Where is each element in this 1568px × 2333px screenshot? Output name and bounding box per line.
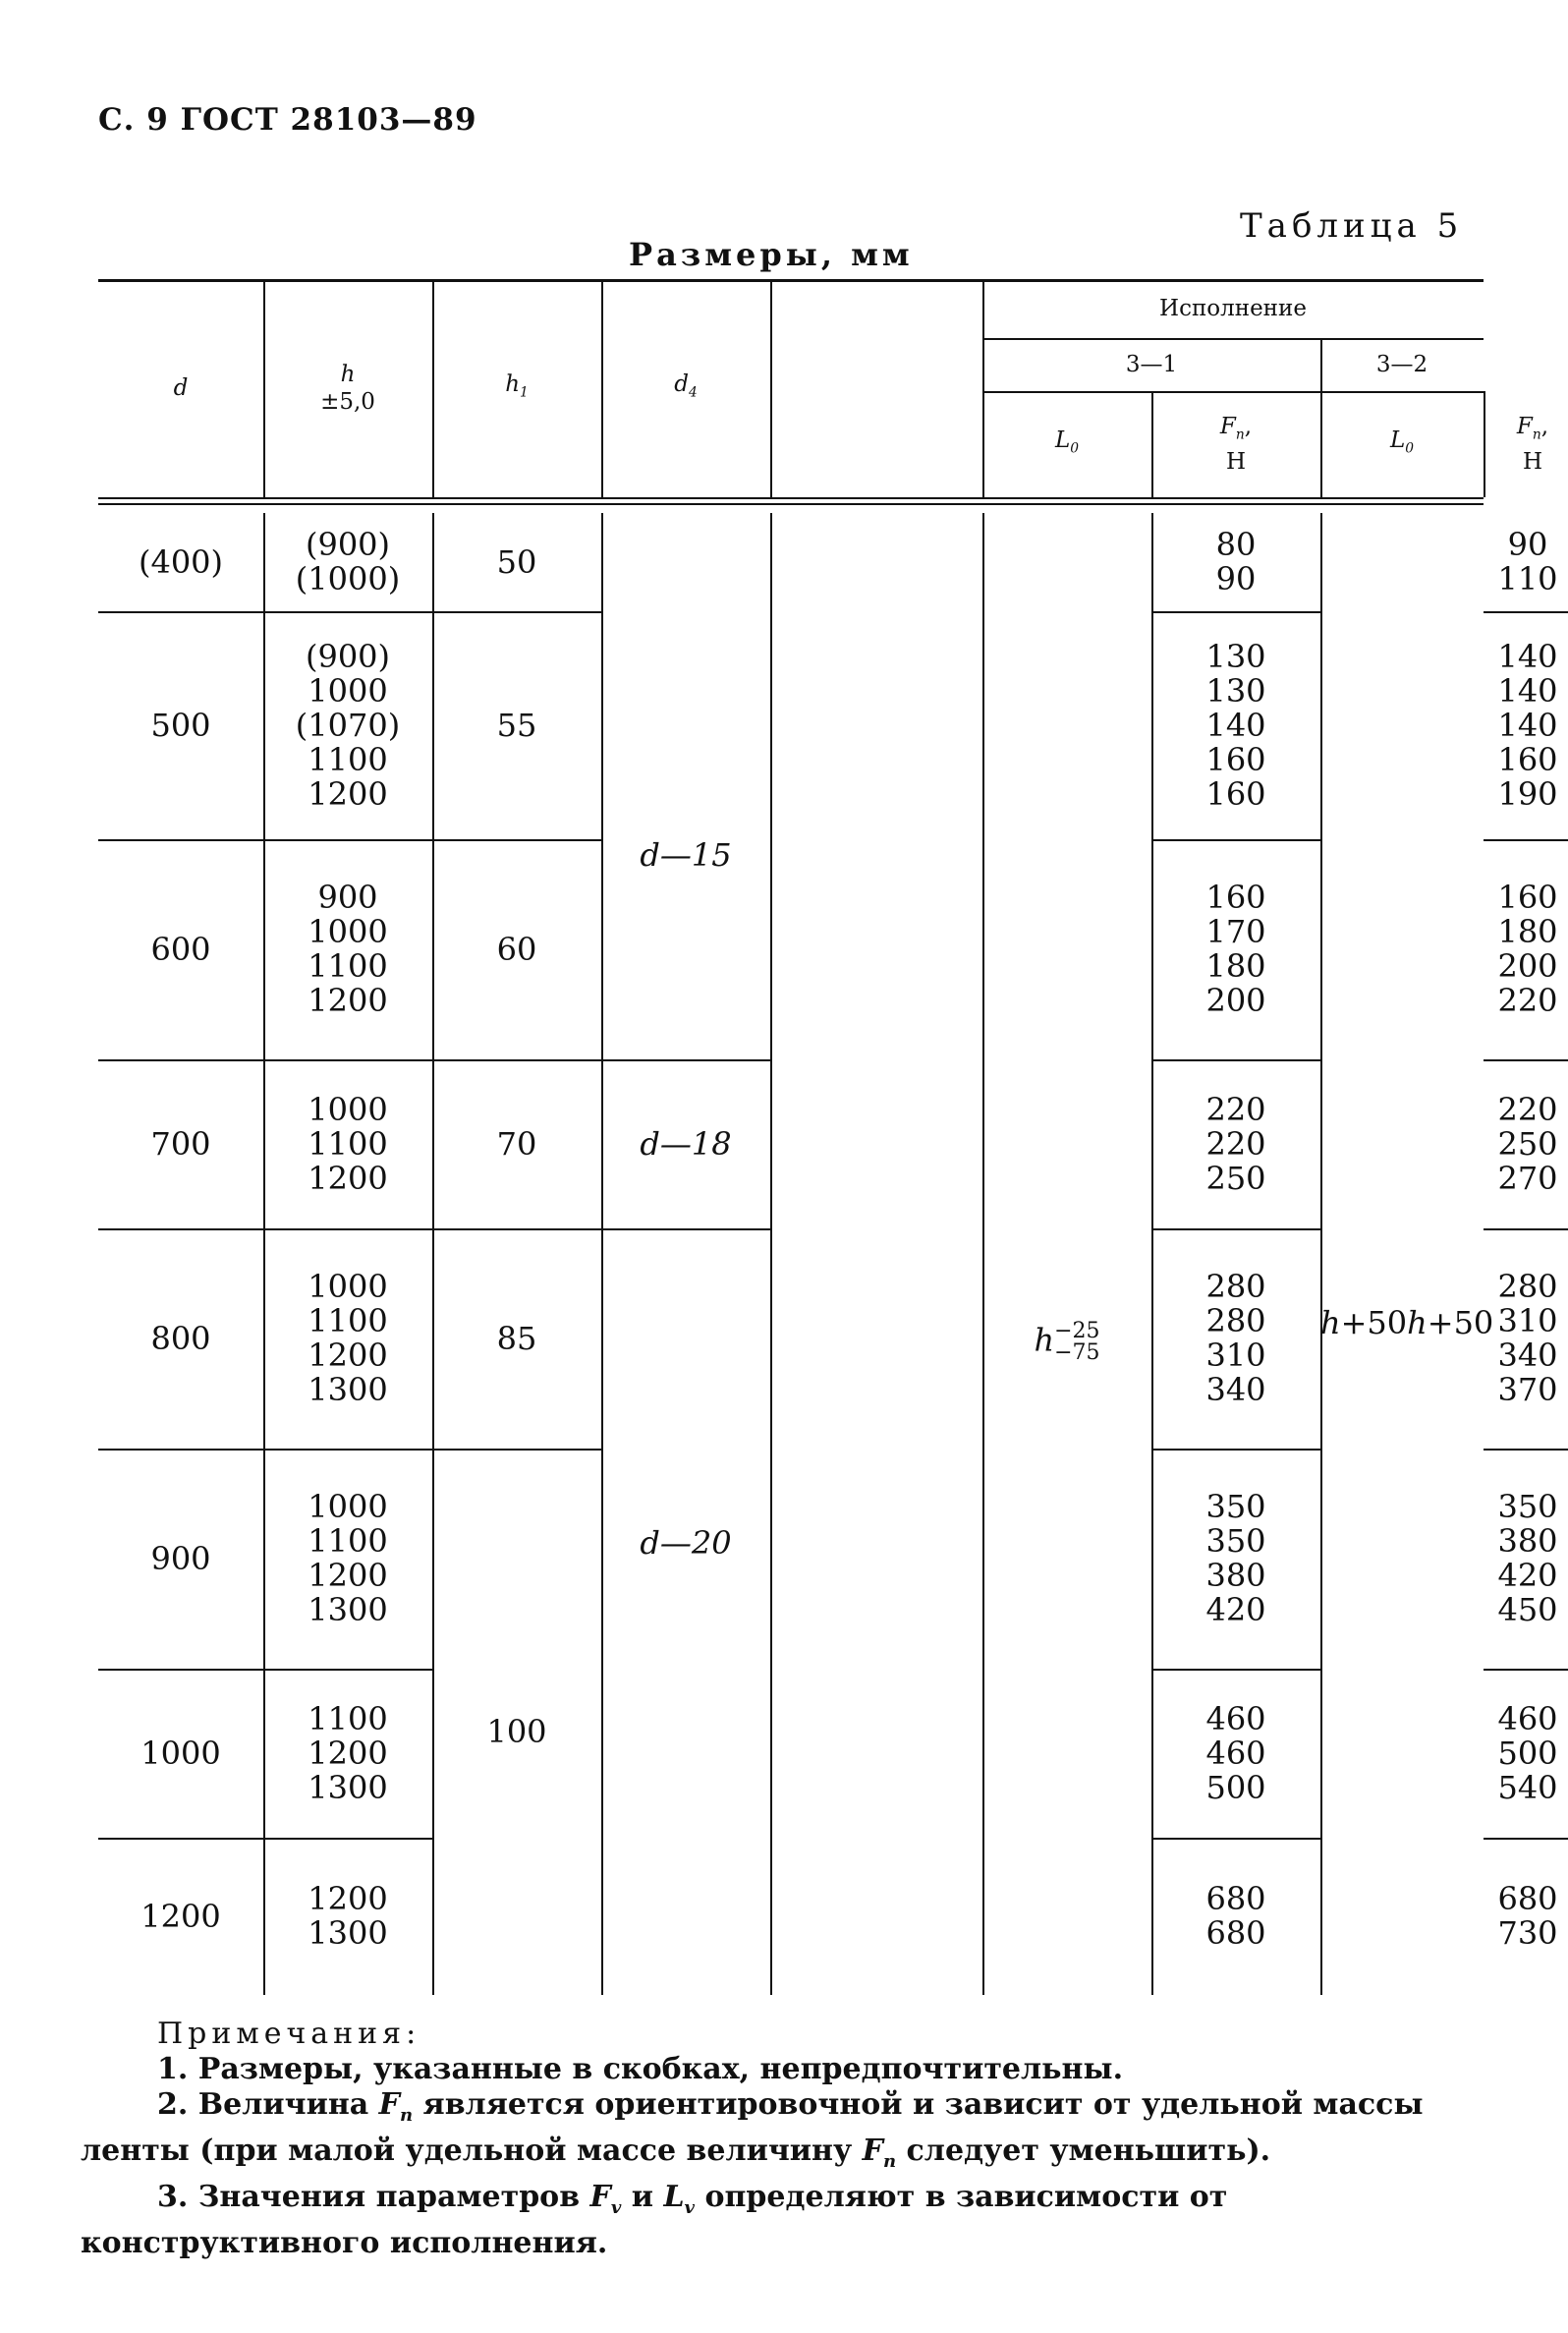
cell-d4-group-2: d—18 [640,1124,732,1163]
execution-sub-rule [982,391,1484,393]
cell-h-4: 1000 1100 1200 1300 [308,1268,388,1408]
cell-d-3: 700 [150,1124,211,1163]
row-rule-f31 [1151,611,1320,613]
cell-fn32-5: 350 380 420 450 [1497,1488,1558,1628]
cell-h1-1: 55 [496,706,537,744]
execution-rule [982,338,1484,340]
cell-h-6: 1100 1200 1300 [308,1699,388,1806]
cell-d-0: (400) [138,542,224,581]
cell-fn32-1: 140 140 140 160 190 [1497,637,1558,813]
row-rule-f31 [1151,1838,1320,1840]
row-rule-f32 [1484,611,1568,613]
header-l0-3-1: $L_0$ [1054,427,1080,457]
note-3: 3. Значения параметров $F_v$ и $L_v$ определяют в зависимости от конструктивного исполнения. [81,2180,1228,2260]
note-1: 1. Размеры, указанные в скобках, непредпочтительны. [157,2052,1124,2086]
cell-h-3: 1000 1100 1200 [308,1090,388,1197]
header-column-rule [770,279,772,497]
cell-d-1: 500 [150,706,211,744]
header-exec-3-1: 3—1 [1125,352,1178,377]
row-rule-f31 [1151,1228,1320,1230]
cell-d4-group-3: d—20 [640,1523,732,1562]
row-rule-left [98,1449,601,1451]
header-d: d [173,375,189,401]
cell-l0-3-1: h−25 −75 [1034,1319,1100,1365]
row-rule-left [98,1059,601,1061]
header-h1: $h_1$ [505,370,529,401]
cell-h-1: (900) 1000 (1070) 1100 1200 [295,637,401,813]
header-bottom-rule-2 [98,503,1484,505]
cell-h1-0: 50 [496,542,537,581]
row-rule-f32 [1484,839,1568,841]
row-rule-f32 [1484,1059,1568,1061]
cell-fn32-0: 90 110 [1497,526,1558,597]
header-bottom-rule [98,497,1484,499]
cell-h1-4: 85 [496,1319,537,1357]
notes-block [81,2017,1476,2261]
cell-fn31-4: 280 280 310 340 [1205,1268,1266,1408]
header-execution: Исполнение [1159,296,1307,321]
d4-group-rule [601,1228,770,1230]
cell-h1-group: 100 [486,1712,547,1750]
cell-d-5: 900 [150,1539,211,1577]
cell-h-0: (900) (1000) [295,526,401,597]
table-top-rule [98,279,1484,282]
body-column-rule [1320,513,1322,1995]
cell-fn31-5: 350 350 380 420 [1205,1488,1266,1628]
cell-fn32-3: 220 250 270 [1497,1090,1558,1197]
cell-fn32-4: 280 310 340 370 [1497,1268,1558,1408]
row-rule-left [98,839,601,841]
row-rule-f32 [1484,1669,1568,1671]
table-units: Размеры, мм [629,236,914,273]
cell-d-7: 1200 [140,1897,221,1935]
notes-title: Примечания: [157,2017,421,2051]
header-exec-3-2: 3—2 [1375,352,1428,377]
row-rule-f31 [1151,1059,1320,1061]
row-rule-f31 [1151,839,1320,841]
body-column-rule [770,513,772,1995]
cell-d4-group-1: d—15 [640,835,732,874]
cell-fn31-7: 680 680 [1205,1880,1266,1952]
cell-d-2: 600 [150,930,211,968]
row-rule-left [98,1228,601,1230]
body-column-rule [601,513,603,1995]
cell-h-7: 1200 1300 [308,1880,388,1952]
cell-h1-2: 60 [496,930,537,968]
header-fn-3-1: $F_n$, Н [1219,413,1253,476]
table-caption: Таблица 5 [1240,206,1464,246]
row-rule-f31 [1151,1669,1320,1671]
cell-h-5: 1000 1100 1200 1300 [308,1488,388,1628]
cell-fn32-7: 680 730 [1497,1880,1558,1952]
header-fn-3-2: $F_n$, Н [1516,413,1549,476]
cell-h1-3: 70 [496,1124,537,1163]
header-l0-3-2: $L_0$ [1389,427,1415,457]
cell-fn31-6: 460 460 500 [1205,1699,1266,1806]
body-column-rule [982,513,984,1995]
cell-l0-3-2: h+50h+50 [1320,1303,1494,1341]
page-header: С. 9 ГОСТ 28103—89 [98,102,477,138]
cell-h-2: 900 1000 1100 1200 [308,879,388,1019]
cell-fn31-1: 130 130 140 160 160 [1205,637,1266,813]
row-rule-f32 [1484,1228,1568,1230]
cell-fn31-3: 220 220 250 [1205,1090,1266,1197]
cell-fn32-6: 460 500 540 [1497,1699,1558,1806]
cell-d-4: 800 [150,1319,211,1357]
cell-d-6: 1000 [140,1734,221,1772]
cell-fn31-2: 160 170 180 200 [1205,879,1266,1019]
note-2: 2. Величина $F_n$ является ориентировочной и зависит от удельной массы ленты (при малой удельной массе величину $F_n$ следует уменьшить). [81,2087,1424,2172]
header-d4: $d_4$ [674,370,698,401]
row-rule-f32 [1484,1838,1568,1840]
row-rule-f32 [1484,1449,1568,1451]
cell-fn32-2: 160 180 200 220 [1497,879,1558,1019]
d4-group-rule [601,1059,770,1061]
row-rule-f31 [1151,1449,1320,1451]
cell-fn31-0: 80 90 [1215,526,1257,597]
header-h: h ±5,0 [320,362,375,415]
row-rule-left [98,611,601,613]
